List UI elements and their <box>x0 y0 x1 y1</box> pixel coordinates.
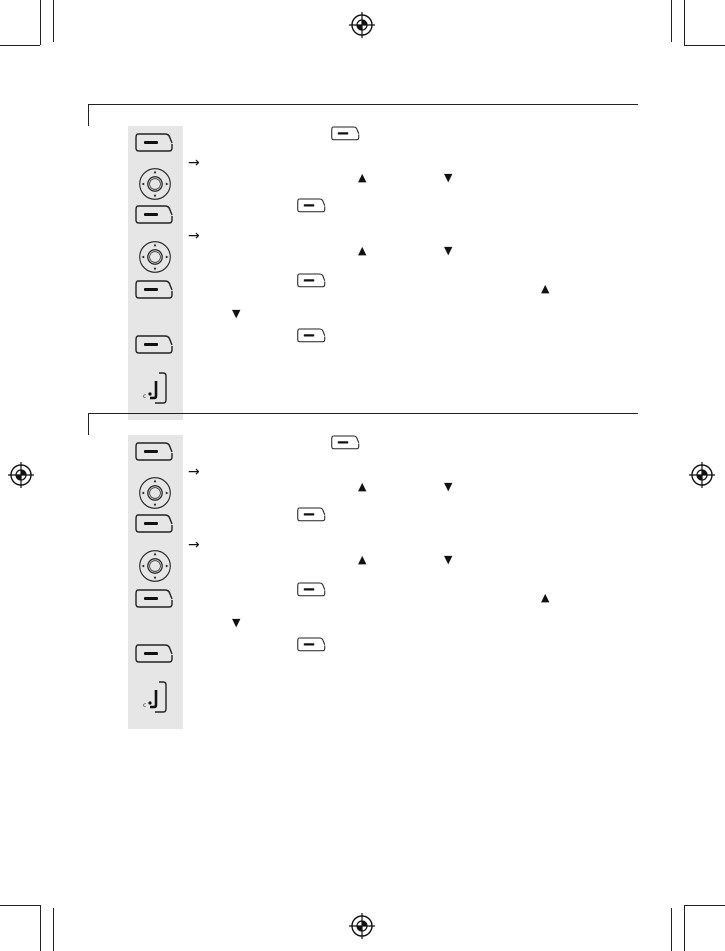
softkey-inline-icon <box>296 635 328 653</box>
instruction-section <box>88 413 638 729</box>
up-arrow-icon: ▲ <box>358 171 367 184</box>
crop-mark-bottom-right-v <box>684 905 685 951</box>
softkey-icon <box>135 439 175 463</box>
crop-mark-bottom-left-v2 <box>53 908 54 951</box>
crop-mark-bottom-left-v <box>40 905 41 951</box>
arrow-right-icon: → <box>188 155 200 171</box>
down-arrow-icon: ▼ <box>444 480 453 493</box>
section-rule-tick <box>88 413 89 435</box>
softkey-inline-icon <box>296 505 328 523</box>
section-rule <box>88 413 638 414</box>
up-arrow-icon: ▲ <box>358 480 367 493</box>
down-arrow-icon: ▼ <box>444 171 453 184</box>
softkey-icon <box>135 511 175 535</box>
nav-key-icon <box>135 475 175 511</box>
down-arrow-icon: ▼ <box>232 307 241 320</box>
crop-mark-bottom-left-h <box>0 905 40 906</box>
arrow-right-icon: → <box>188 228 200 244</box>
softkey-icon <box>135 586 175 610</box>
registration-mark-icon <box>8 462 34 488</box>
crop-mark-top-left-v <box>40 0 41 45</box>
softkey-inline-icon <box>330 124 362 142</box>
section-rule-tick <box>88 104 89 126</box>
arrow-right-icon: → <box>188 537 200 553</box>
softkey-inline-icon <box>296 580 328 598</box>
softkey-icon <box>135 641 175 665</box>
crop-mark-top-right-v <box>684 0 685 45</box>
arrow-right-icon: → <box>188 464 200 480</box>
down-arrow-icon: ▼ <box>444 244 453 257</box>
softkey-inline-icon <box>330 433 362 451</box>
up-arrow-icon: ▲ <box>541 591 550 604</box>
softkey-inline-icon <box>296 196 328 214</box>
softkey-icon <box>135 130 175 154</box>
registration-mark-icon <box>349 913 375 939</box>
crop-mark-bottom-right-v2 <box>671 908 672 951</box>
up-arrow-icon: ▲ <box>358 553 367 566</box>
crop-mark-top-left-v2 <box>53 0 54 42</box>
instruction-section <box>88 104 638 420</box>
end-key-icon <box>135 370 175 406</box>
softkey-icon <box>135 202 175 226</box>
registration-mark-icon <box>689 462 715 488</box>
registration-mark-icon <box>349 12 375 38</box>
end-key-icon <box>135 679 175 715</box>
nav-key-icon <box>135 548 175 584</box>
up-arrow-icon: ▲ <box>358 244 367 257</box>
nav-key-icon <box>135 239 175 275</box>
crop-mark-top-right-v2 <box>671 0 672 42</box>
up-arrow-icon: ▲ <box>541 282 550 295</box>
crop-mark-top-left-h <box>0 45 40 46</box>
softkey-icon <box>135 332 175 356</box>
softkey-icon <box>135 277 175 301</box>
crop-mark-top-right-h <box>684 45 725 46</box>
crop-mark-bottom-right-h <box>684 905 725 906</box>
section-rule <box>88 104 638 105</box>
down-arrow-icon: ▼ <box>444 553 453 566</box>
nav-key-icon <box>135 166 175 202</box>
softkey-inline-icon <box>296 271 328 289</box>
down-arrow-icon: ▼ <box>232 616 241 629</box>
softkey-inline-icon <box>296 326 328 344</box>
